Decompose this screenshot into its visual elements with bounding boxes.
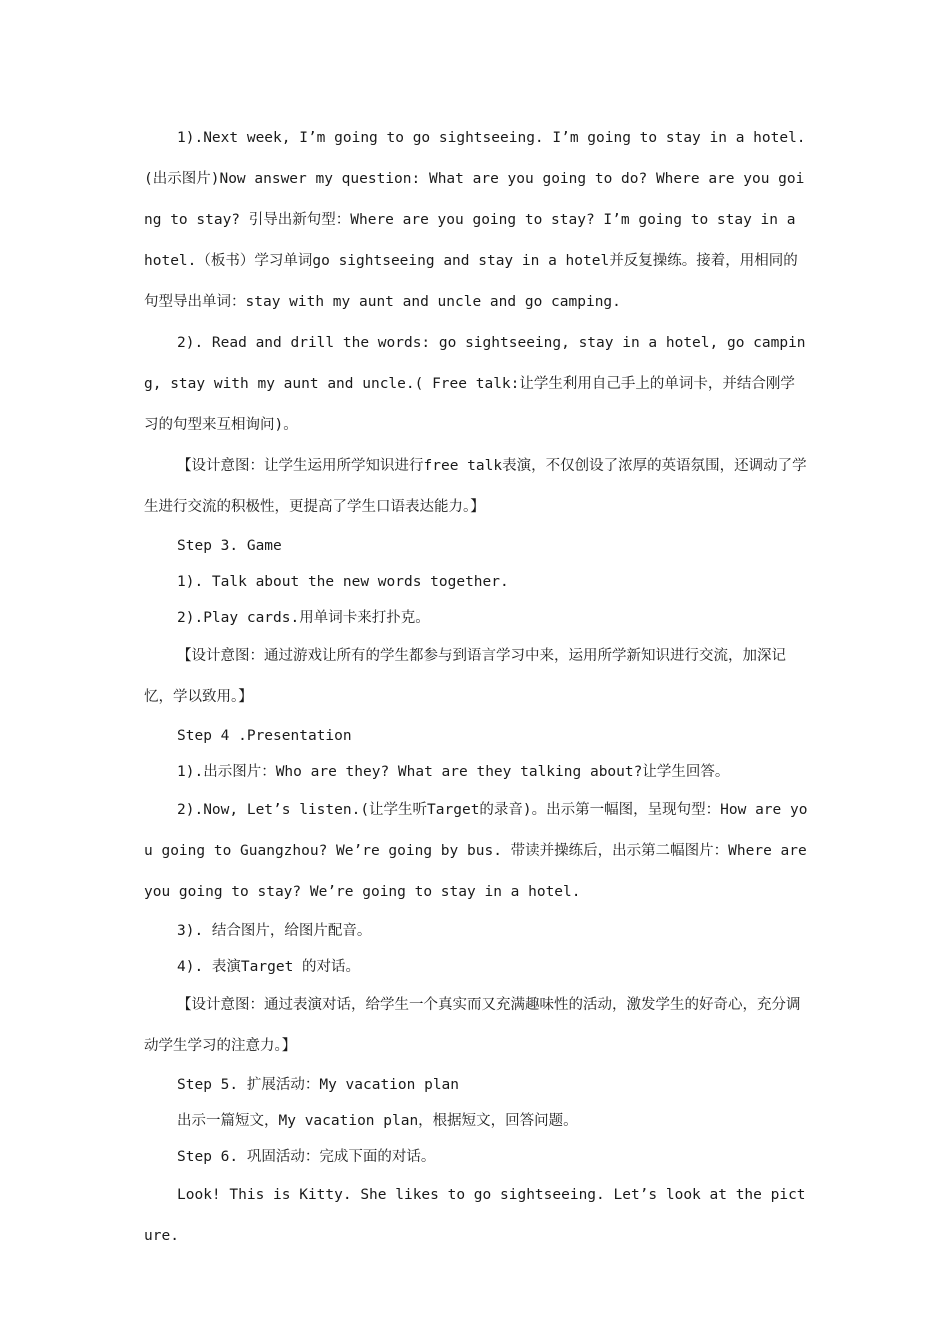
paragraph-step2-item2: 2). Read and drill the words: go sightseeing, stay in a hotel, go camping, stay with my aunt and uncle.( Free talk:让学生利用自己手上的单词卡，并结合刚学习的句型来互相询问)。 [144,335,806,433]
paragraph-step5-item1: 出示一篇短文，My vacation plan，根据短文，回答问题。 [177,1113,578,1129]
paragraph-step2-item1: 1).Next week, I’m going to go sightseeing. I’m going to stay in a hotel. (出示图片)Now answer my question: What are you going to do? Where are you going to stay? 引导出新句型：Where are you going to stay? I’m going to stay in a hotel.（板书）学习单词go sightseeing and stay in a hotel并反复操练。接着，用相同的句型导出单词：stay with my aunt and uncle and go camping. [144,130,806,310]
paragraph-step4-item2: 2).Now, Let’s listen.(让学生听Target的录音)。出示第一幅图，呈现句型：How are you going to Guangzhou? We’re going by bus. 带读并操练后，出示第二幅图片：Where are you going to stay? We’re going to stay in a hotel. [144,802,808,900]
paragraph-step4-item3: 3). 结合图片，给图片配音。 [177,923,372,939]
paragraph-design-intent-3: 【设计意图：通过表演对话，给学生一个真实而又充满趣味性的活动，激发学生的好奇心，充分调动学生学习的注意力。】 [144,997,801,1054]
paragraph-design-intent-2: 【设计意图：通过游戏让所有的学生都参与到语言学习中来，运用所学新知识进行交流，加深记忆，学以致用。】 [144,648,786,705]
document-body [144,118,809,1257]
paragraph-step4-item1: 1).出示图片：Who are they? What are they talking about?让学生回答。 [177,764,730,780]
paragraph-step6-item1: Look! This is Kitty. She likes to go sightseeing. Let’s look at the picture. [144,1187,806,1244]
heading-step5: Step 5. 扩展活动：My vacation plan [177,1077,460,1093]
heading-step3: Step 3. Game [177,538,282,554]
paragraph-step4-item4: 4). 表演Target 的对话。 [177,959,361,975]
paragraph-design-intent-1: 【设计意图：让学生运用所学知识进行free talk表演，不仅创设了浓厚的英语氛围，还调动了学生进行交流的积极性，更提高了学生口语表达能力。】 [144,458,807,515]
paragraph-step3-item1: 1). Talk about the new words together. [177,574,509,590]
paragraph-step3-item2: 2).Play cards.用单词卡来打扑克。 [177,610,430,626]
heading-step6: Step 6. 巩固活动：完成下面的对话。 [177,1149,436,1165]
heading-step4: Step 4 .Presentation [177,728,352,744]
